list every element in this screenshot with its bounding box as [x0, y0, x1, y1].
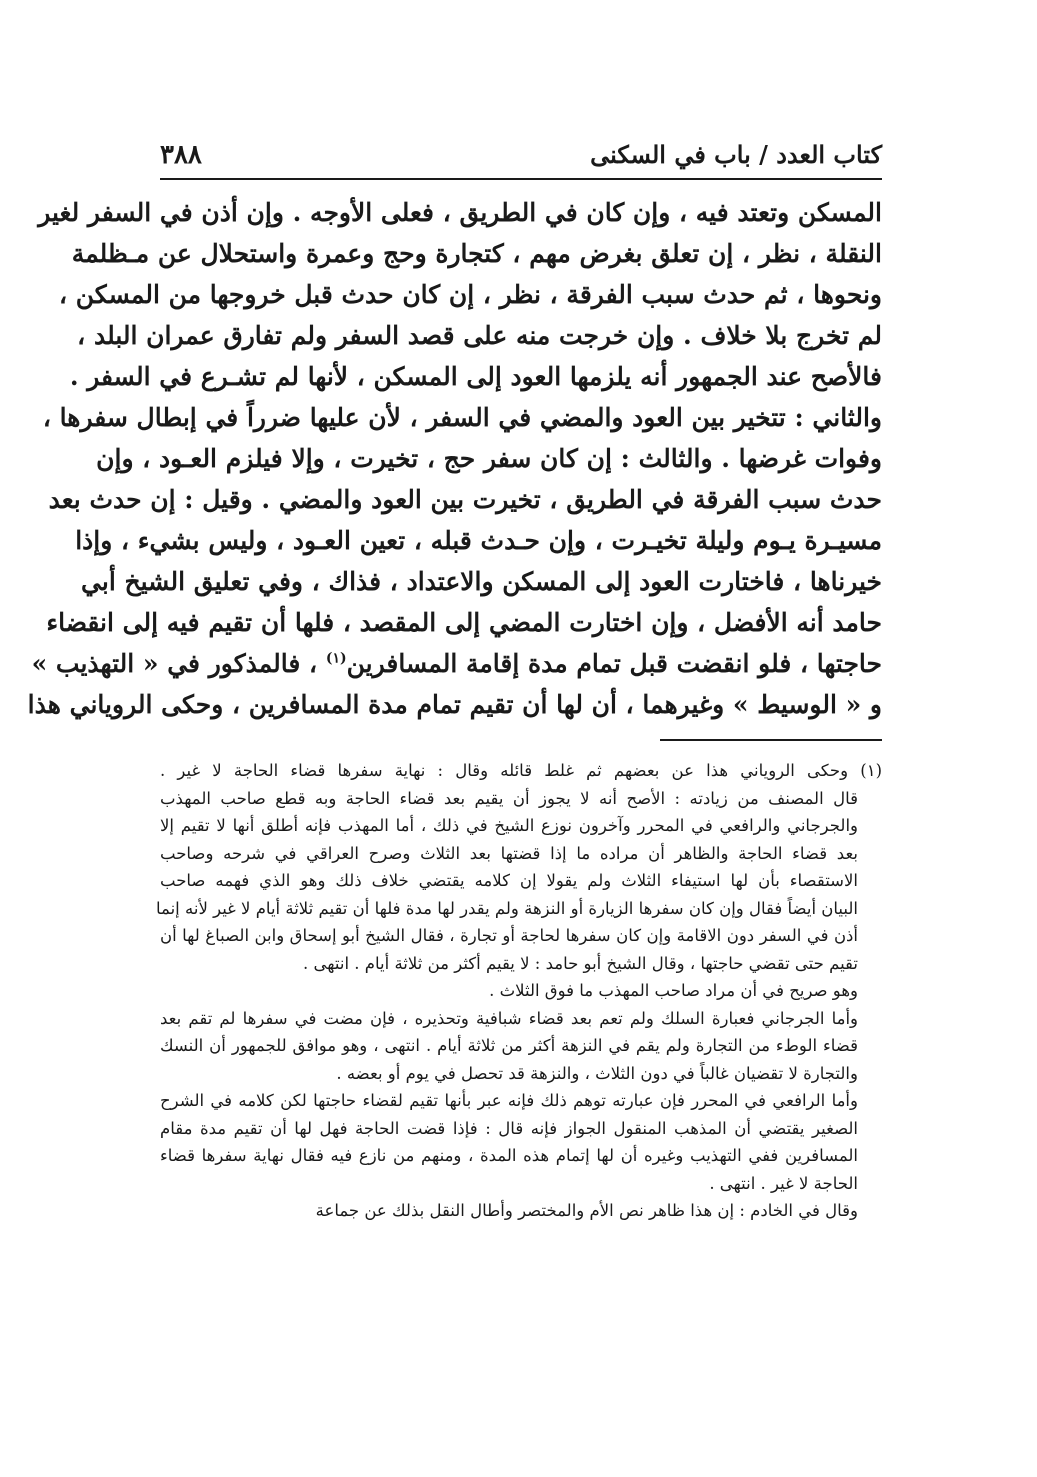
text-line: وفوات غرضها . والثالث : إن كان سفر حج ، تخيرت ، وإلا فيلزم العـود ، وإن — [96, 444, 882, 473]
footnote-line: المسافرين ففي التهذيب وغيره أن لها إتمام هذه المدة ، ومنهم من نازع فيه فقال نهاية سفرها قضاء — [160, 1146, 858, 1165]
footnote-rule — [660, 739, 882, 741]
text-line: حامد أنه الأفضل ، وإن اختارت المضي إلى المقصد ، فلها أن تقيم فيه إلى انقضاء — [46, 608, 882, 637]
footnote-line: وقال في الخادم : إن هذا ظاهر نص الأم والمختصر وأطال النقل بذلك عن جماعة — [315, 1201, 858, 1220]
footnote-line: الصغير يقتضي أن المذهب المنقول الجواز فإنه قال : فإذا قضت الحاجة فهل لها أن تقيم مدة مقام — [160, 1118, 858, 1138]
text-segment: حاجتها ، فلو انقضت قبل تمام مدة إقامة المسافرين — [346, 649, 882, 678]
text-line: النقلة ، نظر ، إن تعلق بغرض مهم ، كتجارة وحج وعمرة واستحلال عن مـظلمة — [71, 239, 882, 268]
text-line: والثاني : تتخير بين العود والمضي في السفر ، لأن عليها ضرراً في إبطال سفرها ، — [42, 403, 882, 432]
text-line: ونحوها ، ثم حدث سبب الفرقة ، نظر ، إن كان حدث قبل خروجها من المسكن ، — [59, 280, 882, 309]
text-line: لم تخرج بلا خلاف . وإن خرجت منه على قصد السفر ولم تفارق عمران البلد ، — [77, 321, 882, 350]
footnote-line: بعد قضاء الحاجة والظاهر أن مراده ما إذا قضتها بعد الثلاث وصرح العراقي في شرحه وصاحب — [160, 843, 858, 863]
footnote-line: الاستقصاء بأن لها استيفاء الثلاث ولم يقولا إن كلامه يقتضي خلاف ذلك وهو الذي فهمه صاحب — [160, 871, 858, 890]
footnote-line: والجرجاني والرافعي في المحرر وآخرون نوزع الشيخ في ذلك ، أما المهذب فإنه أطلق أنها لا تقيم إلا — [160, 816, 858, 835]
footnote-line: (١) وحكى الروياني هذا عن بعضهم ثم غلط قائله وقال : نهاية سفرها قضاء الحاجة لا غير . — [160, 761, 882, 780]
footnote-reference: (١) — [325, 650, 347, 667]
text-line: خيرناها ، فاختارت العود إلى المسكن والاعتداد ، فذاك ، وفي تعليق الشيخ أبي — [81, 567, 882, 596]
running-title: كتاب العدد / باب في السكنى — [590, 140, 882, 169]
footnote-line: قضاء الوطء من التجارة ولم يقم في النزهة أكثر من ثلاثة أيام . انتهى ، وهو موافق للجمهور أن النسك — [160, 1036, 858, 1055]
text-line: المسكن وتعتد فيه ، وإن كان في الطريق ، فعلى الأوجه . وإن أذن في السفر لغير — [38, 198, 882, 227]
footnote-line: وأما الرافعي في المحرر فإن عبارته توهم ذلك فإنه عبر بأنها تقيم لقضاء حاجتها لكن كلامه في الشرح — [160, 1091, 858, 1110]
text-line-with-footnote-ref — [31, 643, 882, 684]
footnote-line: تقيم حتى تقضي حاجتها ، وقال الشيخ أبو حامد : لا يقيم أكثر من ثلاثة أيام . انتهى . — [303, 953, 858, 973]
text-line: حدث سبب الفرقة في الطريق ، تخيرت بين العود والمضي . وقيل : إن حدث بعد — [48, 485, 882, 514]
footnote-line: الحاجة لا غير . انتهى . — [709, 1173, 858, 1193]
footnote-line: وأما الجرجاني فعبارة السلك ولم تعم بعد قضاء شبافية وتحذيره ، فإن مضت في سفرها لم تقم بعد — [160, 1008, 858, 1028]
text-line: فالأصح عند الجمهور أنه يلزمها العود إلى المسكن ، لأنها لم تشـرع في السفر . — [69, 362, 882, 391]
footnote-line: أذن في السفر دون الاقامة وإن كان سفرها لحاجة أو تجارة ، فقال الشيخ أبو إسحاق وابن الصباغ لها أن — [160, 926, 858, 945]
footnote-line: قال المصنف من زيادته : الأصح أنه لا يجوز أن يقيم بعد قضاء الحاجة وبه قطع صاحب المهذب — [160, 788, 858, 808]
footnotes — [156, 757, 882, 1225]
main-text — [27, 192, 882, 725]
text-line: مسيـرة يـوم وليلة تخيـرت ، وإن حـدث قبله ، تعين العـود ، وليس بشيء ، وإذا — [75, 526, 882, 555]
text-segment: ، فالمذكور في « التهذيب » — [31, 649, 318, 678]
footnote-line: والتجارة لا تقضيان غالباً في دون الثلاث ، والنزهة قد تحصل في يوم أو بعضه . — [336, 1063, 858, 1083]
page-number: ٣٨٨ — [160, 140, 202, 170]
header-rule — [160, 178, 882, 180]
footnote-line: البيان أيضاً فقال وإن كان سفرها الزيارة أو النزهة ولم يقدر لها مدة فلها أن تقيم ثلاثة أيام لا غير لأنه إنما — [156, 898, 858, 918]
running-header — [160, 136, 882, 176]
footnote-line: وهو صريح في أن مراد صاحب المهذب ما فوق الثلاث . — [489, 981, 858, 1000]
text-line: و « الوسيط » وغيرهما ، أن لها أن تقيم تمام مدة المسافرين ، وحكى الروياني هذا — [27, 690, 882, 719]
